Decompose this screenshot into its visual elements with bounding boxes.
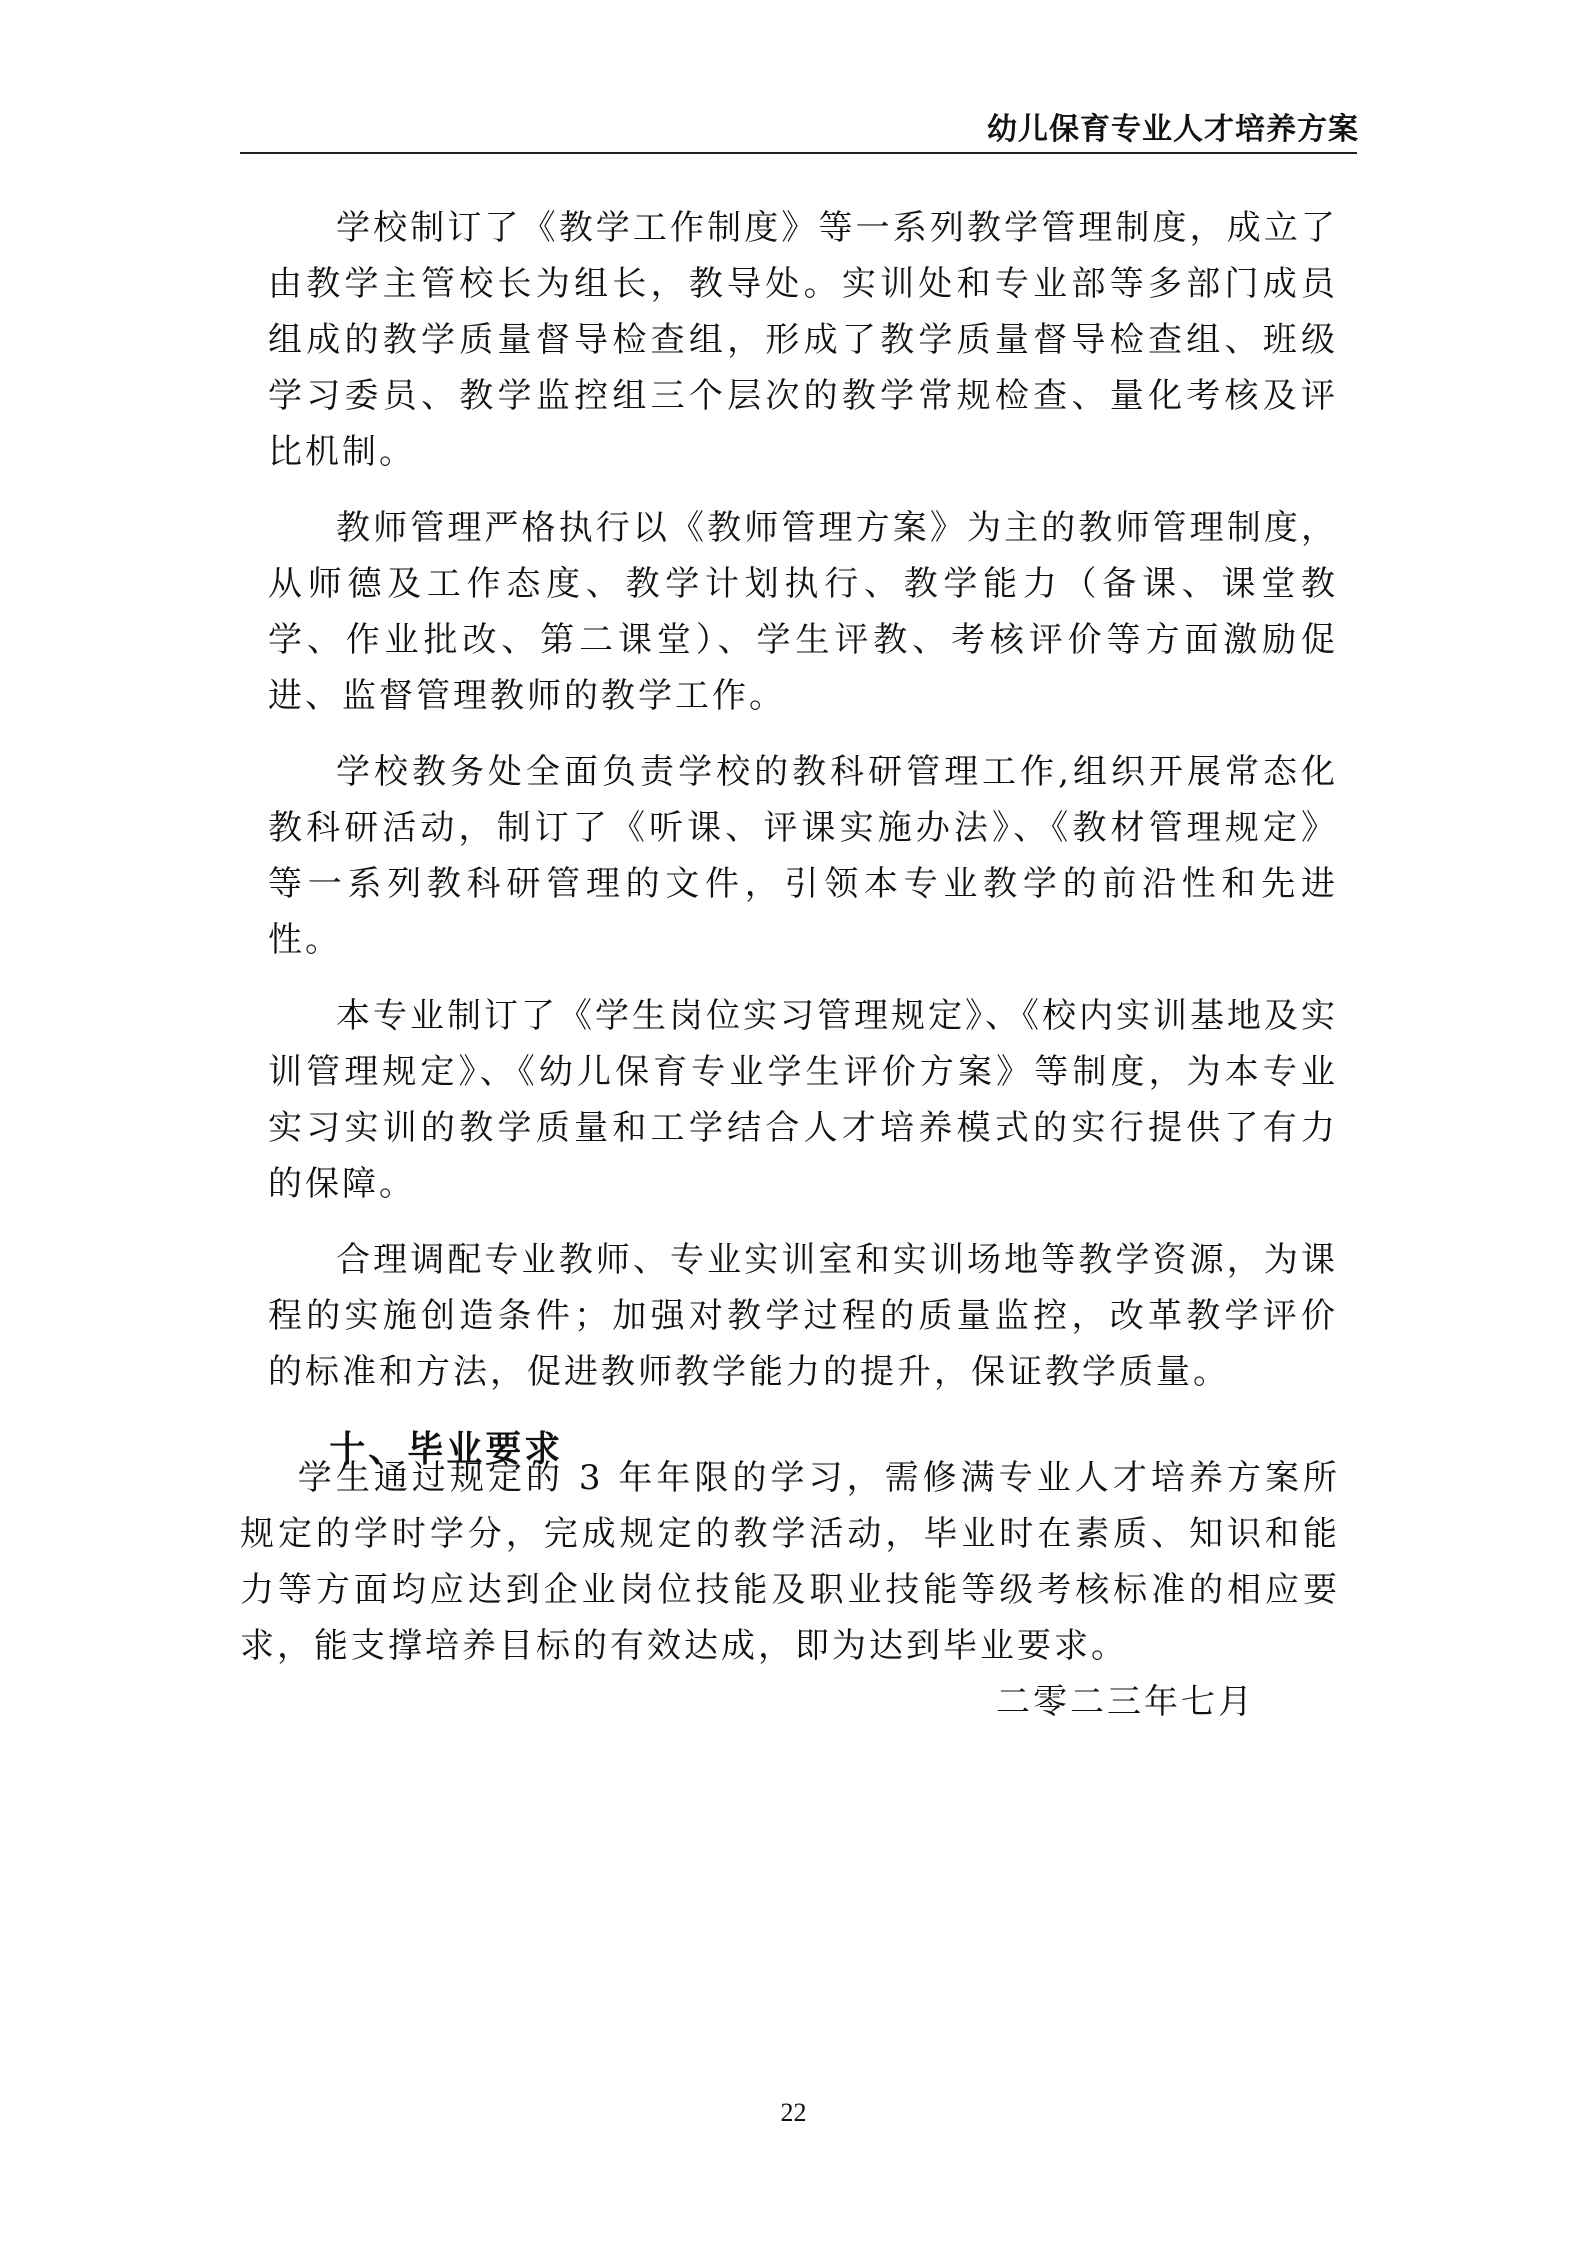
- section-heading-graduation: 十、毕业要求: [329, 1429, 564, 1470]
- body-text: [268, 200, 1338, 1480]
- paragraph-teacher-management: 教师管理严格执行以《教师管理方案》为主的教师管理制度，从师德及工作态度、教学计划执行、教学能力（备课、课堂教学、作业批改、第二课堂）、学生评教、考核评价等方面激励促进、监督管理教师的教学工作。: [268, 508, 1338, 716]
- page-number: 22: [780, 2098, 807, 2127]
- header-divider: [240, 152, 1357, 154]
- paragraph-internship-rules: 本专业制订了《学生岗位实习管理规定》、《校内实训基地及实训管理规定》、《幼儿保育专业学生评价方案》等制度，为本专业实习实训的教学质量和工学结合人才培养模式的实行提供了有力的保障。: [268, 996, 1338, 1204]
- paragraph-research-management: 学校教务处全面负责学校的教科研管理工作,组织开展常态化教科研活动，制订了《听课、评课实施办法》、《教材管理规定》等一系列教科研管理的文件，引领本专业教学的前沿性和先进性。: [268, 752, 1338, 960]
- running-header-title: 幼儿保育专业人才培养方案: [987, 112, 1359, 147]
- paragraph-resource-allocation: 合理调配专业教师、专业实训室和实训场地等教学资源，为课程的实施创造条件；加强对教学过程的质量监控，改革教学评价的标准和方法，促进教师教学能力的提升，保证教学质量。: [268, 1240, 1338, 1392]
- graduation-section: [240, 1450, 1340, 1730]
- paragraph-teaching-management: 学校制订了《教学工作制度》等一系列教学管理制度，成立了由教学主管校长为组长，教导处。实训处和专业部等多部门成员组成的教学质量督导检查组，形成了教学质量督导检查组、班级学习委员、教学监控组三个层次的教学常规检查、量化考核及评比机制。: [268, 208, 1338, 472]
- paragraph-graduation-requirements: 学生通过规定的 3 年年限的学习，需修满专业人才培养方案所规定的学时学分，完成规定的教学活动，毕业时在素质、知识和能力等方面均应达到企业岗位技能及职业技能等级考核标准的相应要求，能支撑培养目标的有效达成，即为达到毕业要求。: [240, 1458, 1340, 1666]
- document-date: 二零二三年七月: [996, 1682, 1255, 1722]
